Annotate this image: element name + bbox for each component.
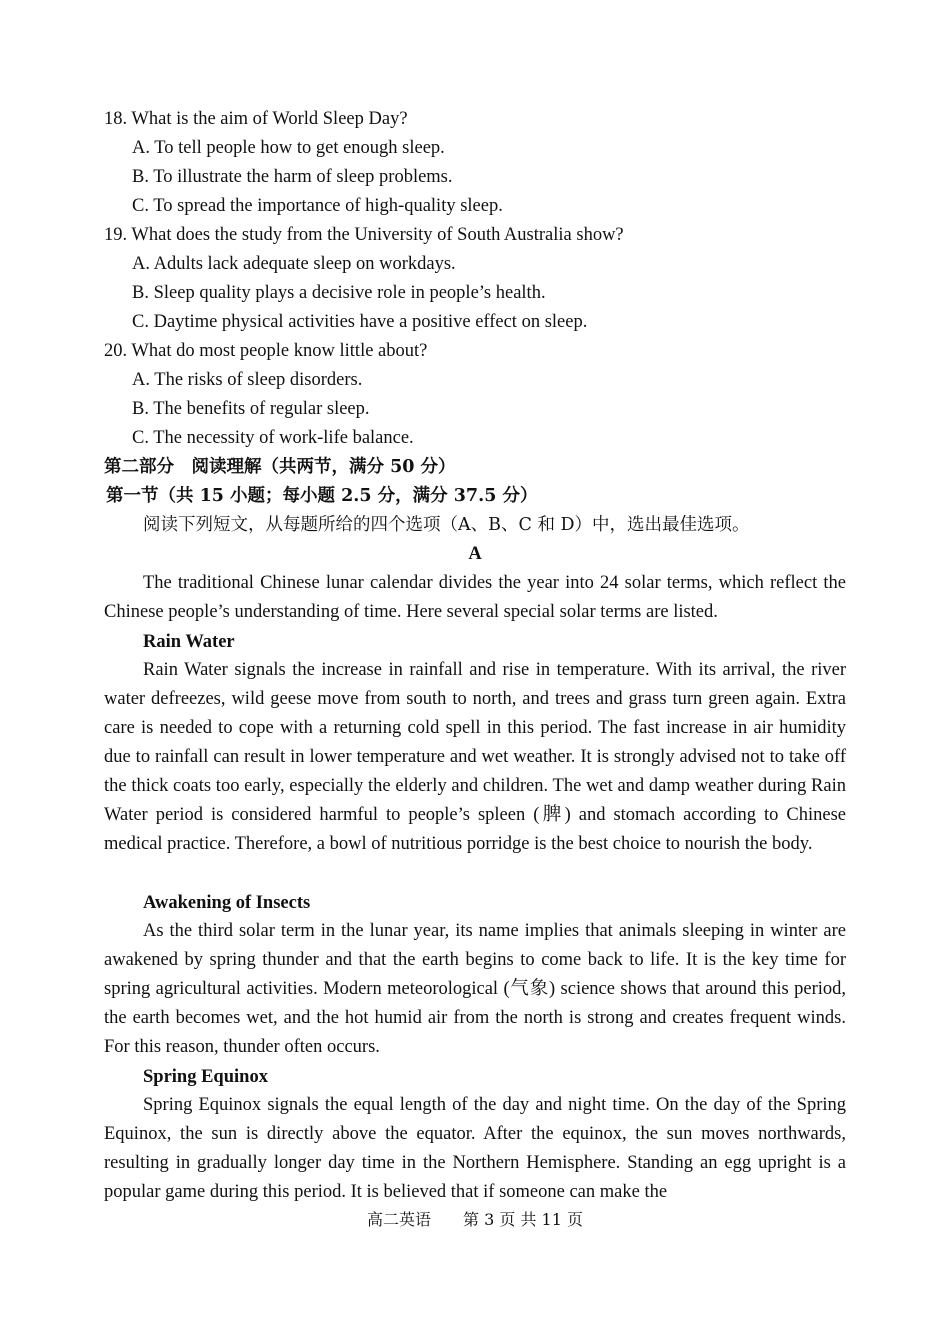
question-18-option-a: A. To tell people how to get enough sleep. [132,138,445,158]
question-18-option-b: B. To illustrate the harm of sleep problems. [132,167,453,187]
term-title-spring-equinox: Spring Equinox [143,1067,268,1087]
instruction-text: 阅读下列短文，从每题所给的四个选项（A、B、C 和 D）中，选出最佳选项。 [143,515,750,535]
question-19-stem: 19. What does the study from the University of South Australia show? [104,225,624,245]
question-18-stem: 18. What is the aim of World Sleep Day? [104,109,408,129]
term-text-spring-equinox: Spring Equinox signals the equal length of the day and night time. On the day of the Spring Equinox, the sun is directly above the equator. After the equinox, the sun moves northwards, resulting in gradually longer day time in the Northern Hemisphere. Standing an egg upright is a popular game during this period. It is believed that if someone can make the [104,1095,846,1202]
question-19-option-a: A. Adults lack adequate sleep on workdays. [132,254,456,274]
term-title-awakening-of-insects: Awakening of Insects [143,893,311,913]
question-19-option-b: B. Sleep quality plays a decisive role in people’s health. [132,283,546,303]
passage-letter: A [468,544,482,564]
question-20-option-a: A. The risks of sleep disorders. [132,370,363,390]
page-footer: 高二英语 第 3 页 共 11 页 [367,1210,583,1229]
term-text-rain-water: Rain Water signals the increase in rainfall and rise in temperature. With its arrival, the river water defreezes, wild geese move from south to north, and trees and grass turn green again. Extra care is needed to cope with a returning cold spell in this period. The fast increase in air humidity due to rainfall can result in lower temperature and wet weather. It is strongly advised not to take off the thick coats too early, especially the elderly and children. The wet and damp weather during Rain Water period is considered harmful to people’s spleen (脾) and stomach according to Chinese medical practice. Therefore, a bowl of nutritious porridge is the best choice to nourish the body. [104,660,846,854]
section-heading: 第一节（共 15 小题；每小题 2.5 分，满分 37.5 分） [106,486,538,506]
question-20-stem: 20. What do most people know little about? [104,341,428,361]
passage-intro: The traditional Chinese lunar calendar divides the year into 24 solar terms, which reflect the Chinese people’s understanding of time. Here several special solar terms are listed. [104,573,846,622]
question-20-option-b: B. The benefits of regular sleep. [132,399,370,419]
question-20-option-c: C. The necessity of work-life balance. [132,428,414,448]
part-heading: 第二部分 阅读理解（共两节，满分 50 分） [104,457,456,477]
question-19-option-c: C. Daytime physical activities have a positive effect on sleep. [132,312,588,332]
term-title-rain-water: Rain Water [143,632,235,652]
term-text-awakening-of-insects: As the third solar term in the lunar year, its name implies that animals sleeping in winter are awakened by spring thunder and that the earth begins to come back to life. It is the key time for spring agricultural activities. Modern meteorological (气象) science shows that around this period, the earth becomes wet, and the hot humid air from the north is strong and creates frequent winds. For this reason, thunder often occurs. [104,921,846,1057]
question-18-option-c: C. To spread the importance of high-quality sleep. [132,196,503,216]
